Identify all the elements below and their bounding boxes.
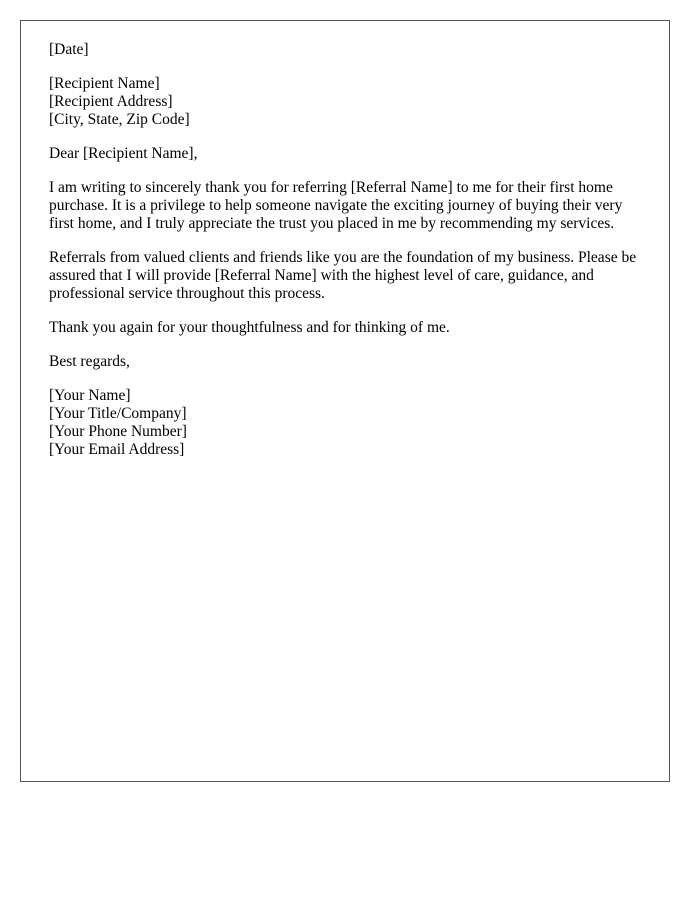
recipient-address: [Recipient Address] — [49, 93, 173, 110]
closing: Best regards, — [49, 353, 130, 370]
signature-block — [49, 387, 649, 459]
recipient-name: [Recipient Name] — [49, 75, 160, 92]
letter-page — [20, 20, 670, 782]
signature-phone: [Your Phone Number] — [49, 423, 187, 440]
signature-name: [Your Name] — [49, 387, 131, 404]
date-line — [49, 41, 649, 59]
signature-email: [Your Email Address] — [49, 441, 185, 458]
signature-title-company: [Your Title/Company] — [49, 405, 187, 422]
body-paragraph-1: I am writing to sincerely thank you for referring [Referral Name] to me for their first home purchase. It is a privilege to help someone navigate the exciting journey of buying their very first home, and I truly appreciate the trust you placed in me by recommending my services. — [49, 179, 623, 232]
date-text: [Date] — [49, 41, 89, 58]
body-paragraph-2: Referrals from valued clients and friends like you are the foundation of my business. Please be assured that I will provide [Referral Name] with the highest level of care, guidance, and professional service throughout this process. — [49, 249, 637, 302]
salutation: Dear [Recipient Name], — [49, 145, 198, 162]
recipient-address-block — [49, 75, 649, 129]
body-paragraph-3: Thank you again for your thoughtfulness and for thinking of me. — [49, 319, 450, 336]
recipient-city-state-zip: [City, State, Zip Code] — [49, 111, 190, 128]
